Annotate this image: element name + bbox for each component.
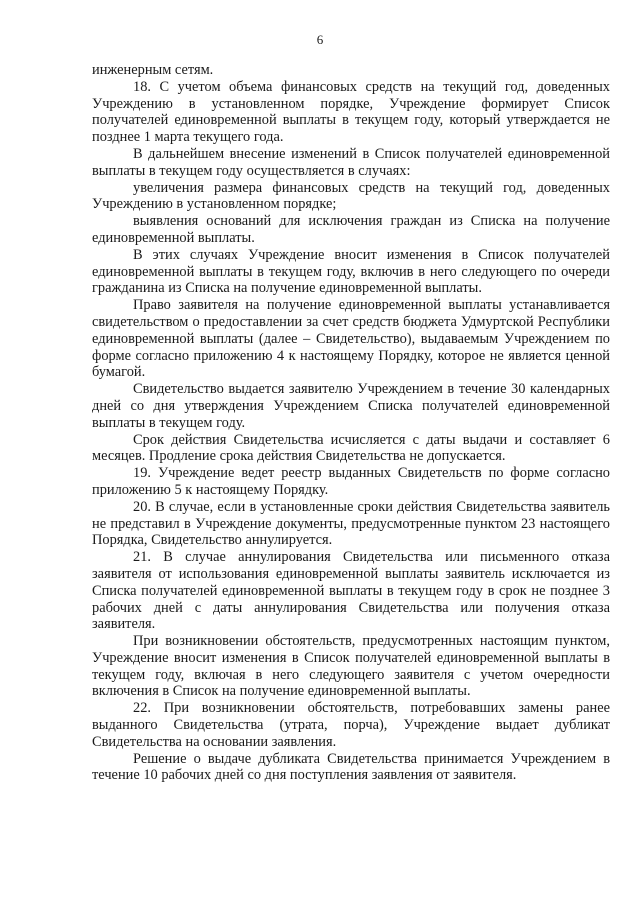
paragraph-21: 21. В случае аннулирования Свидетельства или письменного отказа заявителя от использования единовременной выплаты заявитель исключается из Списка получателей единовременной выплаты в текущем году в срок не позднее 3 рабочих дней с даты аннулирования Свидетельства или получения отказа заявителя. bbox=[92, 549, 610, 633]
paragraph-18-case-exclusion: выявления оснований для исключения граждан из Списка на получение единовременной выплаты. bbox=[92, 213, 610, 246]
page-number: 6 bbox=[316, 32, 324, 47]
paragraph-18-changes-intro: В дальнейшем внесение изменений в Список получателей единовременной выплаты в текущем году осуществляется в случаях: bbox=[92, 145, 610, 179]
paragraph-18-case-funds-increase: увеличения размера финансовых средств на текущий год, доведенных Учреждению в установленном порядке; bbox=[92, 179, 610, 213]
paragraph-18-next-citizen: В этих случаях Учреждение вносит изменения в Список получателей единовременной выплаты в текущем году, включив в него следующего по очереди гражданина из Списка на получение единовременной выплаты. bbox=[92, 246, 610, 297]
paragraph-certificate-issue: Свидетельство выдается заявителю Учреждением в течение 30 календарных дней со дня утверждения Учреждением Списка получателей единовременной выплаты в текущем году. bbox=[92, 381, 610, 431]
paragraph-continuation: инженерным сетям. bbox=[92, 62, 214, 78]
paragraph-21-changes: При возникновении обстоятельств, предусмотренных настоящим пунктом, Учреждение вносит изменения в Список получателей единовременной выплаты в текущем году, включая в него следующего заявителя с учетом очередности включения в Список на получение единовременной выплаты. bbox=[92, 633, 610, 700]
paragraph-22: 22. При возникновении обстоятельств, потребовавших замены ранее выданного Свидетельства (утрата, порча), Учреждение выдает дубликат Свидетельства на основании заявления. bbox=[92, 700, 610, 750]
paragraph-20: 20. В случае, если в установленные сроки действия Свидетельства заявитель не представил в Учреждение документы, предусмотренные пунктом 23 настоящего Порядка, Свидетельство аннулируется. bbox=[92, 498, 610, 549]
paragraph-certificate-right: Право заявителя на получение единовременной выплаты устанавливается свидетельством о предоставлении за счет средств бюджета Удмуртской Республики единовременной выплаты (далее – Свидетельство), выдаваемым Учреждением по форме согласно приложению 4 к настоящему Порядку, которое не является ценной бумагой. bbox=[92, 297, 610, 381]
document-body bbox=[92, 62, 610, 784]
paragraph-22-decision: Решение о выдаче дубликата Свидетельства принимается Учреждением в течение 10 рабочих дней со дня поступления заявления от заявителя. bbox=[92, 750, 610, 784]
paragraph-certificate-validity: Срок действия Свидетельства исчисляется с даты выдачи и составляет 6 месяцев. Продление срока действия Свидетельства не допускается. bbox=[92, 431, 610, 465]
paragraph-19: 19. Учреждение ведет реестр выданных Свидетельств по форме согласно приложению 5 к настоящему Порядку. bbox=[92, 465, 610, 498]
paragraph-18: 18. С учетом объема финансовых средств на текущий год, доведенных Учреждению в установленном порядке, Учреждение формирует Список получателей единовременной выплаты в текущем году, который утверждается не позднее 1 марта текущего года. bbox=[92, 78, 610, 146]
